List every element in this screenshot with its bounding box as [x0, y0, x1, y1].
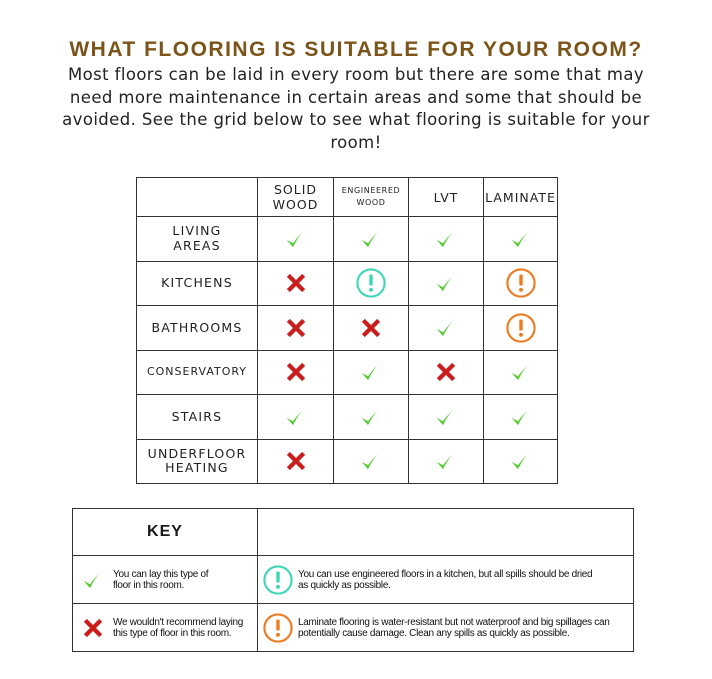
caution-orange-icon: [504, 266, 538, 300]
tick-icon: [354, 355, 388, 389]
key-title: KEY: [73, 509, 258, 556]
key-table: [72, 508, 634, 652]
cell-lvt: [409, 306, 484, 351]
row-label-line: BATHROOMS: [151, 319, 243, 335]
intro-paragraph: Most floors can be laid in every room but there are some that may need more maintenance in certain areas and some that should be avoided. See the grid below to see what flooring is suitable for your room!: [62, 65, 650, 152]
row-label: [137, 439, 258, 484]
cell-laminate: [484, 439, 558, 484]
caution-orange-icon: [258, 611, 298, 645]
tick-icon: [279, 222, 313, 256]
row-label: [137, 350, 258, 395]
row-label: [137, 261, 258, 306]
cell-lvt: [409, 439, 484, 484]
column-header-line: SOLID: [273, 182, 318, 197]
cell-lvt: [409, 217, 484, 262]
row-label-line: KITCHENS: [161, 275, 233, 290]
column-header-line: WOOD: [272, 197, 319, 212]
column-header-lvt: [409, 178, 484, 217]
cell-lvt: [409, 261, 484, 306]
tick-icon: [354, 444, 388, 478]
tick-icon: [279, 400, 313, 434]
row-label-line: HEATING: [165, 460, 229, 476]
cell-solid-wood: [258, 306, 334, 351]
cell-solid-wood: [258, 217, 334, 262]
column-header-solid-wood: [258, 178, 334, 217]
row-label-line: AREAS: [173, 237, 221, 253]
tick-icon: [429, 311, 463, 345]
tick-icon: [504, 444, 538, 478]
column-header-line: ENGINEERED: [341, 186, 401, 195]
caution-teal-icon: [354, 266, 388, 300]
key-orange-text: Laminate flooring is water-resistant but not waterproof and big spillages can potentially cause damage. Clean any spills as quickly as possible.: [298, 616, 610, 639]
row-label-line: UNDERFLOOR: [147, 445, 247, 461]
key-cross-cell: [73, 604, 258, 652]
row-label: [137, 217, 258, 262]
column-header-line: LVT: [433, 189, 459, 205]
cross-icon: [279, 355, 313, 389]
key-orange-cell: [258, 604, 634, 652]
grid-row: [137, 350, 558, 395]
key-teal-cell: [258, 556, 634, 604]
grid-row: [137, 217, 558, 262]
column-header-line: LAMINATE: [485, 189, 556, 205]
suitability-grid: [136, 177, 558, 484]
key-tick-text: You can lay this type of floor in this room.: [113, 568, 209, 591]
cross-icon: [73, 611, 113, 645]
cell-solid-wood: [258, 395, 334, 440]
cell-engineered-wood: [334, 217, 409, 262]
row-label: [137, 306, 258, 351]
tick-icon: [354, 222, 388, 256]
tick-icon: [504, 400, 538, 434]
column-header-laminate: [484, 178, 558, 217]
page-title: WHAT FLOORING IS SUITABLE FOR YOUR ROOM?: [69, 38, 643, 61]
cell-engineered-wood: [334, 395, 409, 440]
key-cross-text: We wouldn't recommend laying this type of floor in this room.: [113, 616, 244, 639]
tick-icon: [504, 355, 538, 389]
row-label-line: LIVING: [172, 223, 222, 239]
grid-row: [137, 306, 558, 351]
cell-laminate: [484, 261, 558, 306]
cross-icon: [279, 311, 313, 345]
row-label-line: CONSERVATORY: [146, 365, 248, 378]
cell-engineered-wood: [334, 306, 409, 351]
cell-laminate: [484, 217, 558, 262]
grid-corner-cell: [137, 178, 258, 217]
cell-engineered-wood: [334, 261, 409, 306]
tick-icon: [429, 400, 463, 434]
cross-icon: [429, 355, 463, 389]
cross-icon: [279, 266, 313, 300]
key-tick-cell: [73, 556, 258, 604]
cell-solid-wood: [258, 261, 334, 306]
grid-row: [137, 261, 558, 306]
cell-lvt: [409, 350, 484, 395]
column-header-engineered-wood: [334, 178, 409, 217]
tick-icon: [354, 400, 388, 434]
key-teal-text: You can use engineered floors in a kitchen, but all spills should be dried as quickly as possible.: [298, 568, 593, 591]
caution-orange-icon: [504, 311, 538, 345]
cell-engineered-wood: [334, 350, 409, 395]
grid-row: [137, 395, 558, 440]
row-label-line: STAIRS: [171, 408, 223, 424]
tick-icon: [429, 444, 463, 478]
cell-engineered-wood: [334, 439, 409, 484]
tick-icon: [73, 563, 113, 597]
cross-icon: [279, 444, 313, 478]
cell-solid-wood: [258, 350, 334, 395]
cross-icon: [354, 311, 388, 345]
column-header-line: WOOD: [356, 198, 386, 207]
key-header-blank: [258, 509, 634, 556]
cell-laminate: [484, 350, 558, 395]
tick-icon: [429, 266, 463, 300]
tick-icon: [429, 222, 463, 256]
cell-laminate: [484, 395, 558, 440]
cell-laminate: [484, 306, 558, 351]
grid-header-row: [137, 178, 558, 217]
cell-lvt: [409, 395, 484, 440]
row-label: [137, 395, 258, 440]
grid-row: [137, 439, 558, 484]
tick-icon: [504, 222, 538, 256]
cell-solid-wood: [258, 439, 334, 484]
caution-teal-icon: [258, 563, 298, 597]
